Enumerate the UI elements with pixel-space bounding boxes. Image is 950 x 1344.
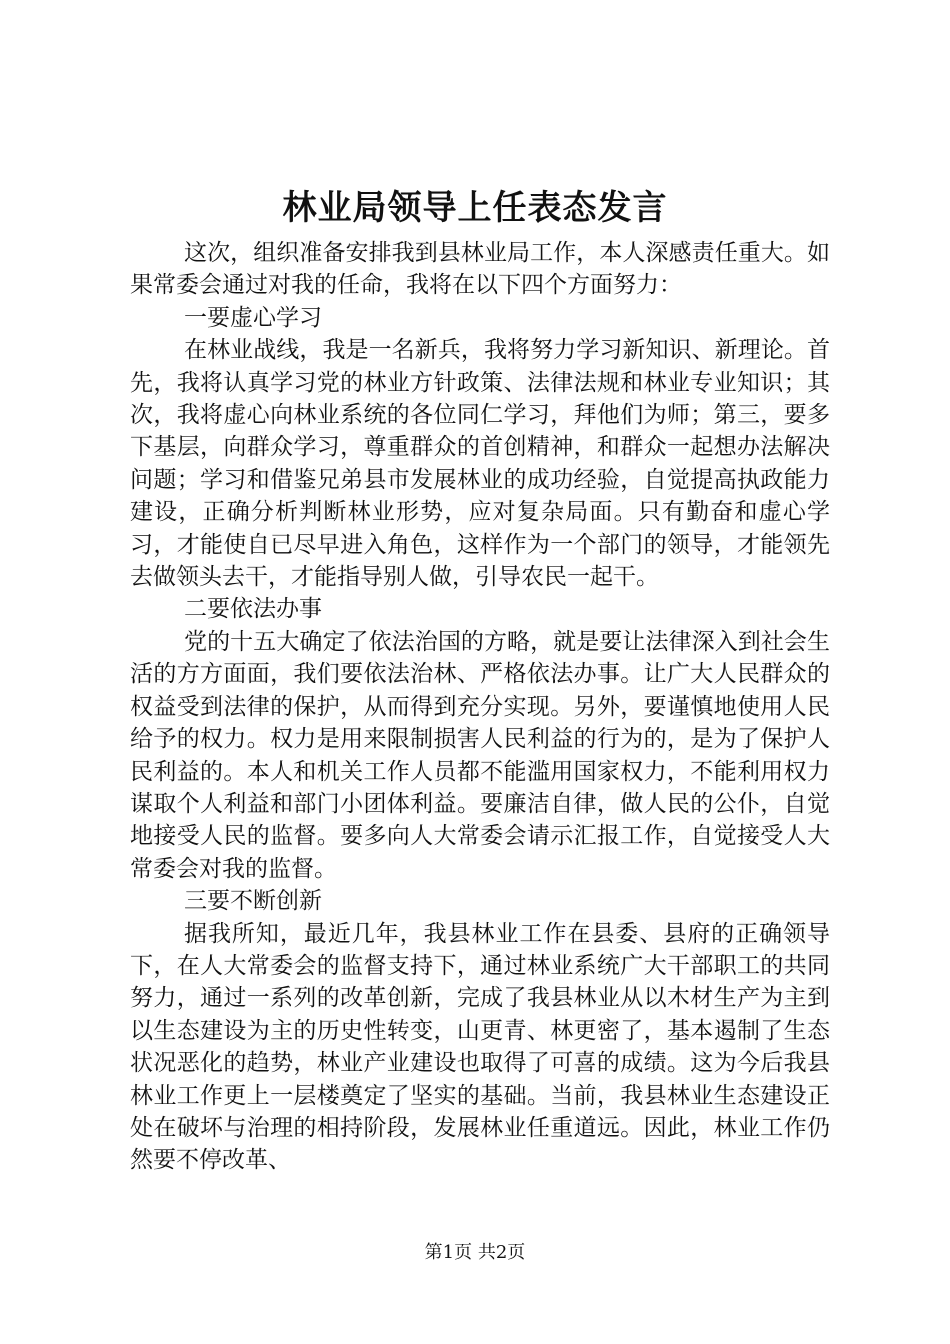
section-heading-3: 三要不断创新 (184, 888, 322, 915)
section-heading-2: 二要依法办事 (184, 596, 322, 623)
page-title: 林业局领导上任表态发言 (282, 188, 668, 228)
paragraph-intro: 这次，组织准备安排我到县林业局工作，本人深感责任重大。如果常委会通过对我的任命，我将在以下四个方面努力： (130, 240, 830, 299)
document-body (130, 237, 830, 1177)
paragraph-law: 党的十五大确定了依法治国的方略，就是要让法律深入到社会生活的方方面面，我们要依法治林、严格依法办事。让广大人民群众的权益受到法律的保护，从而得到充分实现。另外，要谨慎地使用人民给予的权力。权力是用来限制损害人民利益的行为的，是为了保护人民利益的。本人和机关工作人员都不能滥用国家权力，不能利用权力谋取个人利益和部门小团体利益。要廉洁自律，做人民的公仆，自觉地接受人民的监督。要多向人大常委会请示汇报工作，自觉接受人大常委会对我的监督。 (130, 628, 830, 882)
section-heading-1: 一要虚心学习 (184, 304, 322, 331)
paragraph-innovation: 据我所知，最近几年，我县林业工作在县委、县府的正确领导下，在人大常委会的监督支持下，通过林业系统广大干部职工的共同努力，通过一系列的改革创新，完成了我县林业从以木材生产为主到以生态建设为主的历史性转变，山更青、林更密了，基本遏制了生态状况恶化的趋势，林业产业建设也取得了可喜的成绩。这为今后我县林业工作更上一层楼奠定了坚实的基础。当前，我县林业生态建设正处在破坏与治理的相持阶段，发展林业任重道远。因此，林业工作仍然要不停改革、 (130, 920, 830, 1174)
page-number-footer: 第1页 共2页 (424, 1242, 526, 1263)
paragraph-learning: 在林业战线，我是一名新兵，我将努力学习新知识、新理论。首先，我将认真学习党的林业方针政策、法律法规和林业专业知识；其次，我将虚心向林业系统的各位同仁学习，拜他们为师；第三，要多下基层，向群众学习，尊重群众的首创精神，和群众一起想办法解决问题；学习和借鉴兄弟县市发展林业的成功经验，自觉提高执政能力建设，正确分析判断林业形势，应对复杂局面。只有勤奋和虚心学习，才能使自已尽早进入角色，这样作为一个部门的领导，才能领先去做领头去干，才能指导别人做，引导农民一起干。 (130, 337, 830, 591)
